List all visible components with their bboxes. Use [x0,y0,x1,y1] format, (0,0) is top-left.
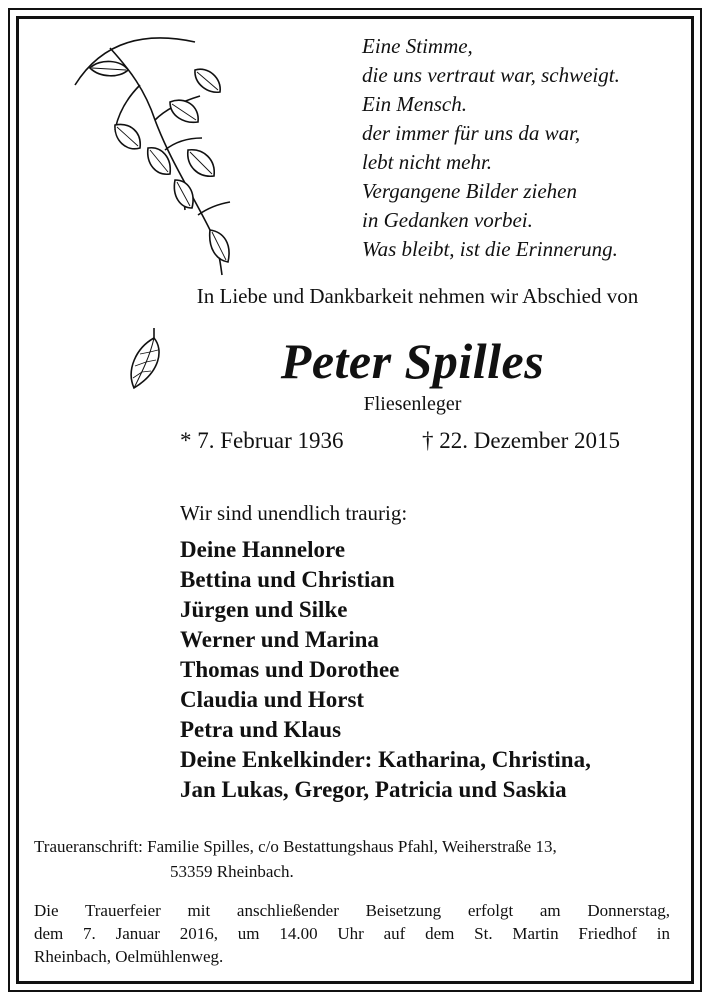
deceased-name: Peter Spilles [280,333,545,389]
poem-line: Vergangene Bilder ziehen [362,179,577,203]
poem-line: Ein Mensch. [362,92,467,116]
poem-line: Eine Stimme, [362,34,473,58]
address-label: Traueranschrift: [34,837,143,856]
ceremony-notice [34,899,670,968]
poem-line: die uns vertraut war, schweigt. [362,63,620,87]
deceased-profession: Fliesenleger [363,393,462,415]
ceremony-line: Rheinbach, Oelmühlenweg. [34,947,224,966]
mourner-name: Thomas und Dorothee [180,657,400,682]
mourner-name: Bettina und Christian [180,567,395,592]
mourner-name: Jürgen und Silke [180,597,348,622]
address-line-2: 53359 Rheinbach. [170,862,294,881]
ceremony-line: Die Trauerfeier mit anschließender Beisetzung erfolgt am Donnerstag, [34,901,670,920]
mourner-name: Petra und Klaus [180,717,342,742]
mourning-address [34,834,557,884]
poem-line: lebt nicht mehr. [362,150,493,174]
mourner-name: Deine Hannelore [180,537,346,562]
mourner-name: Deine Enkelkinder: Katharina, Christina, [180,747,591,772]
birth-date: * 7. Februar 1936 [180,428,344,453]
mourner-name: Jan Lukas, Gregor, Patricia und Saskia [180,777,567,802]
poem-line: in Gedanken vorbei. [362,208,533,232]
ceremony-line: dem 7. Januar 2016, um 14.00 Uhr auf dem St. Martin Friedhof in [34,924,670,943]
poem-line: Was bleibt, ist die Erinnerung. [362,237,618,261]
mourner-name: Werner und Marina [180,627,379,652]
mourner-name: Claudia und Horst [180,687,365,712]
birch-branch-icon [70,30,240,290]
address-line-1: Familie Spilles, c/o Bestattungshaus Pfahl, Weiherstraße 13, [147,837,557,856]
mourners-intro: Wir sind unendlich traurig: [180,501,408,525]
farewell-intro: In Liebe und Dankbarkeit nehmen wir Abschied von [196,284,639,308]
mourners-list [180,535,591,805]
poem [362,32,620,264]
poem-line: der immer für uns da war, [362,121,581,145]
death-date: † 22. Dezember 2015 [422,428,620,453]
